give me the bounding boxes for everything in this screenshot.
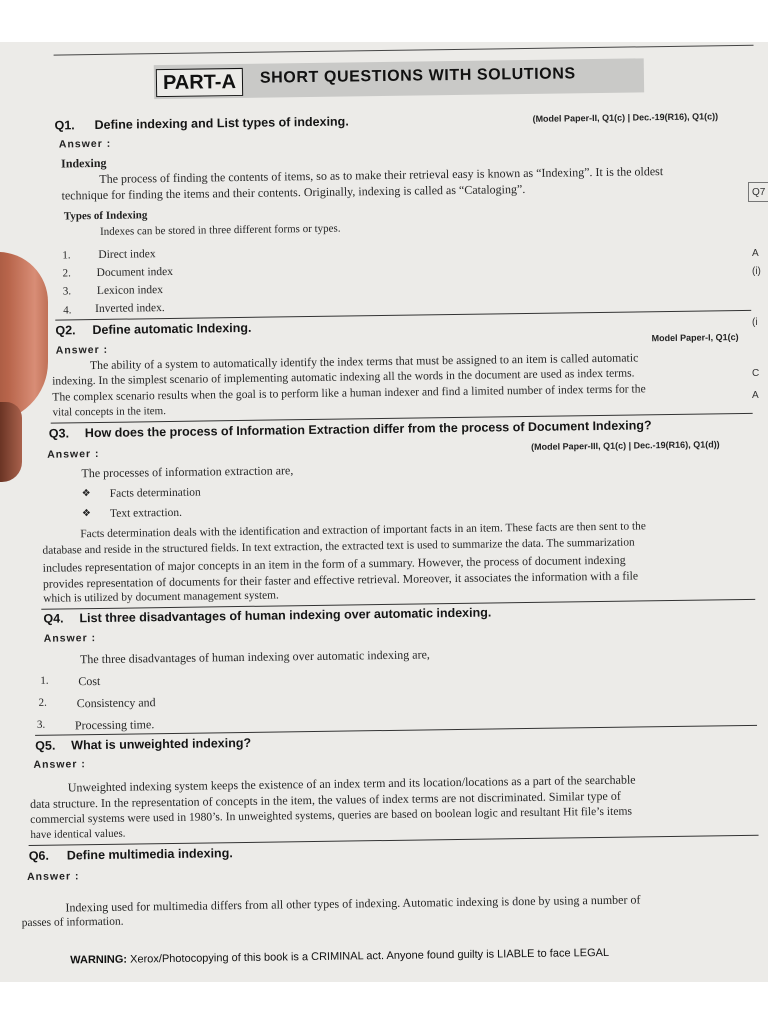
- q5-title: What is unweighted indexing?: [71, 735, 252, 753]
- q5-para-line: data structure. In the representation of concepts in the item, the values of index terms are not discriminated. Similar type of: [29, 788, 621, 811]
- adjacent-page-text: (i: [752, 317, 758, 328]
- q3-para-line: Facts determination deals with the identification and extraction of important facts in an item. These facts are then sent to the: [80, 520, 646, 541]
- list-number: 1.: [40, 674, 49, 687]
- q3-para-line: database and reside in the structured fields. In text extraction, the extracted text is used to summarize the data. The summarization: [42, 536, 635, 557]
- adjacent-page-text: (i): [752, 266, 761, 277]
- part-label: PART-A: [156, 68, 243, 97]
- list-item: Processing time.: [74, 717, 155, 733]
- q4-title: List three disadvantages of human indexing over automatic indexing.: [79, 605, 492, 626]
- q2-para-line: indexing. In the simplest scenario of implementing automatic indexing all the words in the document are used as index terms.: [52, 366, 635, 388]
- list-item: Cost: [78, 673, 101, 689]
- q1-subhead-indexing: Indexing: [61, 155, 107, 171]
- warning-text: Xerox/Photocopying of this book is a CRIMINAL act. Anyone found guilty is LIABLE to face LEGAL: [130, 946, 610, 966]
- q6-answer-label: Answer :: [26, 870, 80, 884]
- top-rule: [54, 45, 754, 56]
- list-item: Document index: [96, 265, 174, 279]
- q3-intro: The processes of information extraction are,: [81, 463, 294, 481]
- list-number: 4.: [63, 304, 72, 317]
- footer-warning: [70, 947, 609, 967]
- q1-para-line: The process of finding the contents of items, so as to make their retrieval easy is known as “Indexing”. It is the oldest: [99, 164, 664, 186]
- q1-para-line: technique for finding the items and their contents. Originally, indexing is called as “Cataloging”.: [61, 181, 526, 203]
- q6-para-line: passes of information.: [21, 915, 124, 930]
- q5-number: Q5.: [35, 738, 56, 753]
- q2-para-line: vital concepts in the item.: [52, 405, 166, 419]
- q5-para-line: have identical values.: [30, 827, 126, 841]
- q1-title: Define indexing and List types of indexing.: [94, 114, 349, 133]
- bullet-item: Text extraction.: [109, 506, 183, 520]
- page-content: [0, 42, 768, 982]
- list-item: Lexicon index: [96, 284, 164, 297]
- list-number: 1.: [62, 249, 71, 262]
- section-title: SHORT QUESTIONS WITH SOLUTIONS: [259, 65, 576, 87]
- q3-para-line: includes representation of major concepts in an item in the form of a summary. However, the process of document indexing: [42, 552, 626, 575]
- q5-para-line: commercial systems were used in 1980’s. In unweighted systems, queries are based on boolean logic and resultant Hit file’s items: [30, 804, 633, 826]
- divider: [29, 835, 759, 846]
- q3-title: How does the process of Information Extraction differ from the process of Document Indexing?: [84, 418, 652, 441]
- q3-answer-label: Answer :: [47, 447, 100, 461]
- bullet-icon: ❖: [81, 488, 91, 500]
- bullet-item: Facts determination: [109, 486, 201, 500]
- book-page: [0, 42, 768, 982]
- thumb-shadow: [0, 402, 22, 482]
- q5-answer-label: Answer :: [33, 758, 86, 771]
- q2-reference: Model Paper-I, Q1(c): [651, 332, 739, 344]
- bullet-icon: ❖: [81, 508, 92, 520]
- list-number: 2.: [38, 696, 47, 709]
- adjacent-page-text: A: [752, 390, 759, 401]
- warning-label: WARNING:: [70, 953, 128, 967]
- adjacent-page-text: A: [752, 248, 759, 259]
- q6-title: Define multimedia indexing.: [66, 846, 233, 863]
- q1-number: Q1.: [54, 118, 75, 133]
- q6-number: Q6.: [28, 848, 50, 863]
- q2-title: Define automatic Indexing.: [92, 320, 252, 338]
- q4-intro: The three disadvantages of human indexing over automatic indexing are,: [79, 647, 430, 667]
- list-number: 3.: [62, 285, 72, 298]
- list-number: 2.: [62, 267, 71, 280]
- q3-reference: (Model Paper-III, Q1(c) | Dec.-19(R16), Q1(d)): [531, 439, 720, 452]
- q3-number: Q3.: [48, 426, 70, 441]
- q3-para-line: provides representation of documents for their faster and effective retrieval. Moreover, it associates the information with a file: [42, 568, 639, 591]
- q1-types-intro: Indexes can be stored in three different forms or types.: [99, 222, 341, 238]
- q4-answer-label: Answer :: [43, 632, 97, 645]
- q3-para-line: which is utilized by document management system.: [43, 589, 279, 605]
- adjacent-page-text: Q7: [752, 187, 766, 198]
- q1-answer-label: Answer :: [58, 137, 112, 151]
- list-item: Consistency and: [76, 695, 156, 711]
- q4-number: Q4.: [43, 611, 64, 626]
- q5-para-line: Unweighted indexing system keeps the existence of an index term and its location/locations as a part of the searchable: [67, 772, 636, 795]
- q1-subhead-types: Types of Indexing: [63, 209, 148, 223]
- q6-para-line: Indexing used for multimedia differs from all other types of indexing. Automatic indexing is done by using a number of: [65, 892, 641, 915]
- adjacent-page-text: C: [752, 368, 760, 379]
- q2-answer-label: Answer :: [55, 343, 109, 357]
- q2-para-line: The complex scenario results when the goal is to perform like a human indexer and find a limited number of index terms for the: [52, 382, 646, 404]
- q2-para-line: The ability of a system to automatically identify the index terms that must be assigned to an item is called automatic: [89, 350, 639, 373]
- q2-number: Q2.: [55, 323, 76, 338]
- list-item: Direct index: [98, 248, 156, 261]
- q1-reference: (Model Paper-II, Q1(c) | Dec.-19(R16), Q1(c)): [532, 111, 719, 124]
- list-item: Inverted index.: [95, 302, 165, 316]
- list-number: 3.: [36, 718, 46, 731]
